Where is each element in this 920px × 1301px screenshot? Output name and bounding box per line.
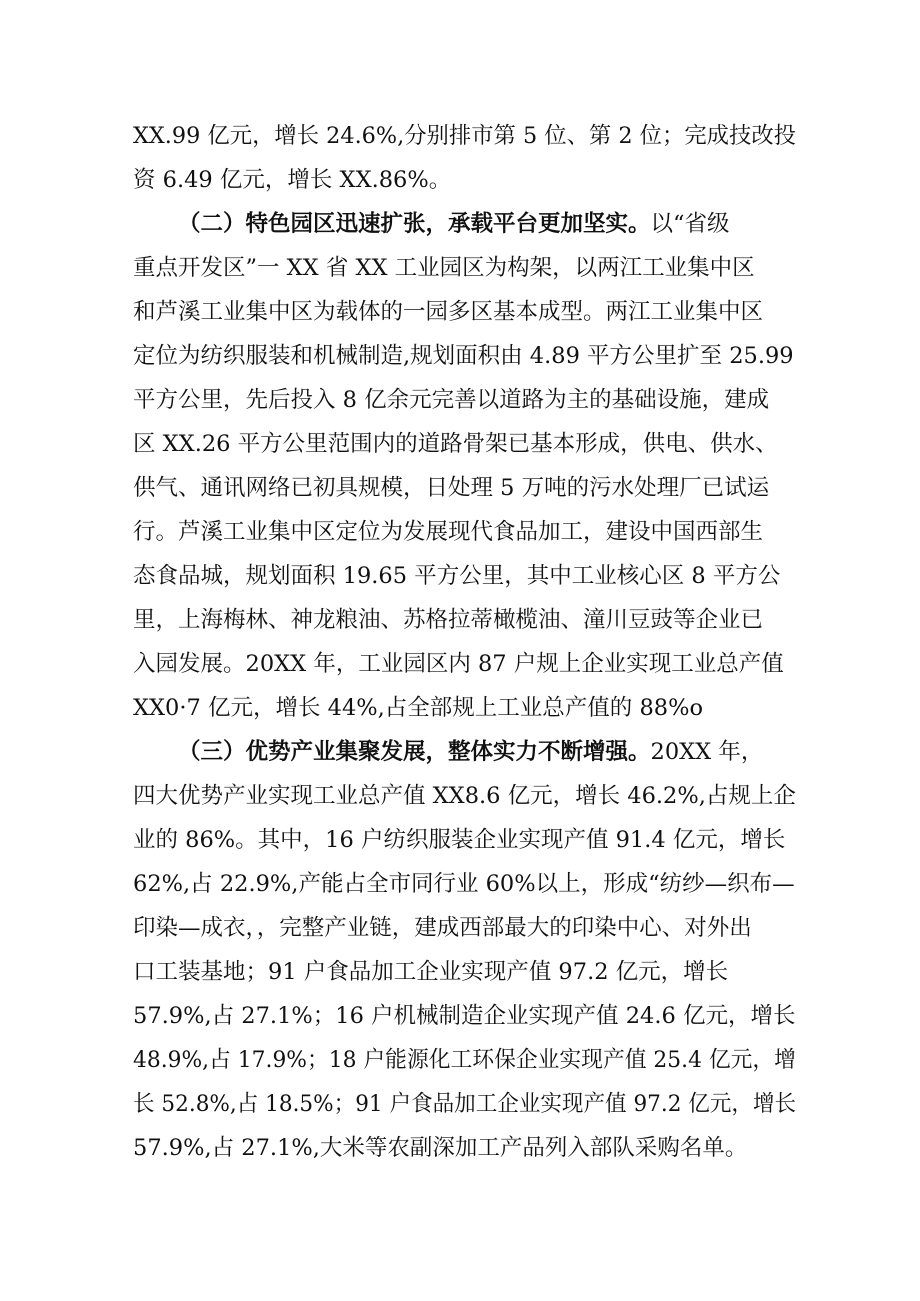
line-text: 和芦溪工业集中区为载体的一园多区基本成型。两江工业集中区 (133, 299, 764, 325)
line-text: 态食品城，规划面积 19.65 平方公里，其中工业核心区 8 平方公 (133, 563, 781, 589)
line-text: 入园发展。20XX 年，工业园区内 87 户规上企业实现工业总产值 (133, 651, 784, 677)
text-line (0, 772, 920, 820)
line-text: 62%,占 22.9%,产能占全市同行业 60%以上，形成“纺纱—织布— (133, 871, 795, 897)
line-text: 行。芦溪工业集中区定位为发展现代食品加工，建设中国西部生 (133, 519, 764, 545)
text-line (0, 376, 920, 424)
text-line (0, 904, 920, 952)
text-line (0, 684, 920, 732)
text-line (0, 420, 920, 468)
line-text: XX0·7 亿元，增长 44%,占全部规上工业总产值的 88%o (133, 695, 703, 721)
text-line (0, 860, 920, 908)
text-line (0, 948, 920, 996)
line-text: 57.9%,占 27.1%,大米等农副深加工产品列入部队采购名单。 (133, 1135, 748, 1161)
text-line (0, 288, 920, 336)
text-line (0, 816, 920, 864)
line-text: 平方公里，先后投入 8 亿余元完善以道路为主的基础设施，建成 (133, 387, 770, 413)
line-text: 重点开发区”一 XX 省 XX 工业园区为构架，以两江工业集中区 (133, 255, 755, 281)
text-line (0, 552, 920, 600)
line-text: 业的 86%。其中，16 户纺织服装企业实现产值 91.4 亿元，增长 (133, 827, 786, 853)
text-line (0, 992, 920, 1040)
line-text: XX.99 亿元，增长 24.6%,分别排市第 5 位、第 2 位；完成技改投 (133, 123, 796, 149)
text-line (0, 1124, 920, 1172)
line-text: 以“省级 (650, 211, 730, 237)
text-line (0, 464, 920, 512)
text-line (0, 596, 920, 644)
section-heading-line (0, 728, 920, 776)
section-heading-line (0, 200, 920, 248)
text-line (0, 1080, 920, 1128)
text-line (0, 156, 920, 204)
line-text: 印染—成衣，，完整产业链，建成西部最大的印染中心、对外出 (133, 915, 752, 941)
text-line (0, 640, 920, 688)
line-text: 57.9%,占 27.1%；16 户机械制造企业实现产值 24.6 亿元，增长 (133, 1003, 796, 1029)
section-heading: （三）优势产业集聚发展，整体实力不断增强。 (178, 739, 651, 765)
text-line (0, 332, 920, 380)
line-text: 资 6.49 亿元，增长 XX.86%。 (133, 167, 452, 193)
line-text: 20XX 年， (650, 739, 764, 765)
line-text: 48.9%,占 17.9%；18 户能源化工环保企业实现产值 25.4 亿元，增 (133, 1047, 796, 1073)
text-line (0, 244, 920, 292)
text-line (0, 112, 920, 160)
section-heading: （二）特色园区迅速扩张，承载平台更加坚实。 (178, 211, 651, 237)
text-line (0, 1036, 920, 1084)
line-text: 定位为纺织服装和机械制造,规划面积由 4.89 平方公里扩至 25.99 (133, 343, 794, 369)
line-text: 供气、通讯网络已初具规模，日处理 5 万吨的污水处理厂已试运 (133, 475, 770, 501)
text-line (0, 508, 920, 556)
line-text: 长 52.8%,占 18.5%；91 户食品加工企业实现产值 97.2 亿元，增长 (133, 1091, 797, 1117)
line-text: 四大优势产业实现工业总产值 XX8.6 亿元，增长 46.2%,占规上企 (133, 783, 796, 809)
line-text: 口工装基地；91 户食品加工企业实现产值 97.2 亿元，增长 (133, 959, 729, 985)
line-text: 里，上海梅林、神龙粮油、苏格拉蒂橄榄油、潼川豆豉等企业已 (133, 607, 764, 633)
line-text: 区 XX.26 平方公里范围内的道路骨架已基本形成，供电、供水、 (133, 431, 778, 457)
